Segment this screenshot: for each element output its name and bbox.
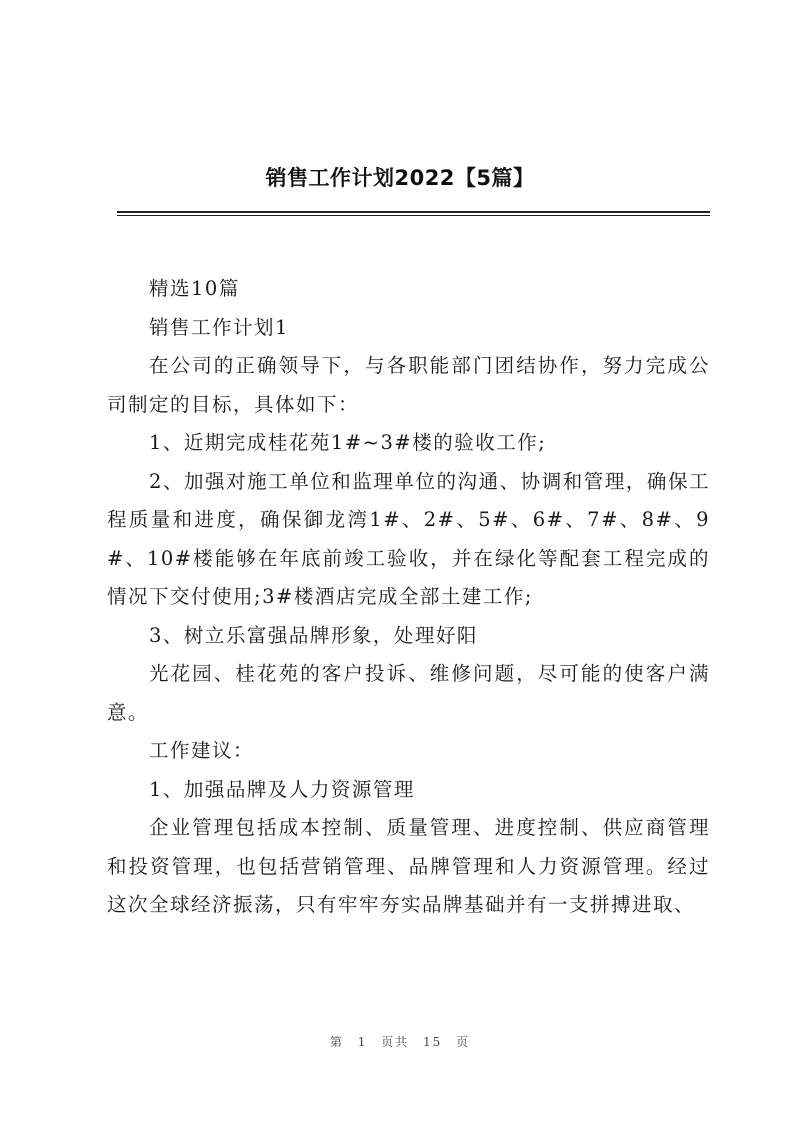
footer-mid: 页共 [381,1035,410,1049]
page-footer [0,1033,800,1050]
footer-total-pages: 15 [423,1035,443,1049]
footer-suffix: 页 [456,1035,471,1049]
paragraph-suggestion-1: 1、加强品牌及人力资源管理 [149,777,415,801]
paragraph-item-3-continued: 光花园、桂花苑的客户投诉、维修问题，尽可能的使客户满意。 [107,662,710,724]
paragraph-item-3: 3、树立乐富强品牌形象，处理好阳 [149,623,478,647]
footer-page-number: 1 [357,1035,368,1049]
paragraph-suggestions-heading: 工作建议： [149,739,255,762]
title-divider-thin [117,215,710,216]
paragraph-item-2: 2、加强对施工单位和监理单位的沟通、协调和管理，确保工程质量和进度，确保御龙湾1#、2#、5#、6#、7#、8#、9#、10#楼能够在年底前竣工验收，并在绿化等配套工程完成的情况下交付使用;3#楼酒店完成全部土建工作; [107,469,710,608]
paragraph-item-1: 1、近期完成桂花苑1#~3#楼的验收工作; [149,431,547,454]
footer-prefix: 第 [329,1035,344,1049]
paragraph-intro: 在公司的正确领导下，与各职能部门团结协作，努力完成公司制定的目标，具体如下： [107,354,710,416]
paragraph-section-heading: 销售工作计划1 [149,315,289,339]
title-divider-thick [117,211,710,213]
paragraph-management: 企业管理包括成本控制、质量管理、进度控制、供应商管理和投资管理，也包括营销管理、品牌管理和人力资源管理。经过这次全球经济振荡，只有牢牢夯实品牌基础并有一支拼搏进取、 [107,816,710,916]
document-body [107,270,710,925]
document-title: 销售工作计划2022【5篇】 [265,166,535,190]
paragraph-selected-count: 精选10篇 [149,277,240,300]
